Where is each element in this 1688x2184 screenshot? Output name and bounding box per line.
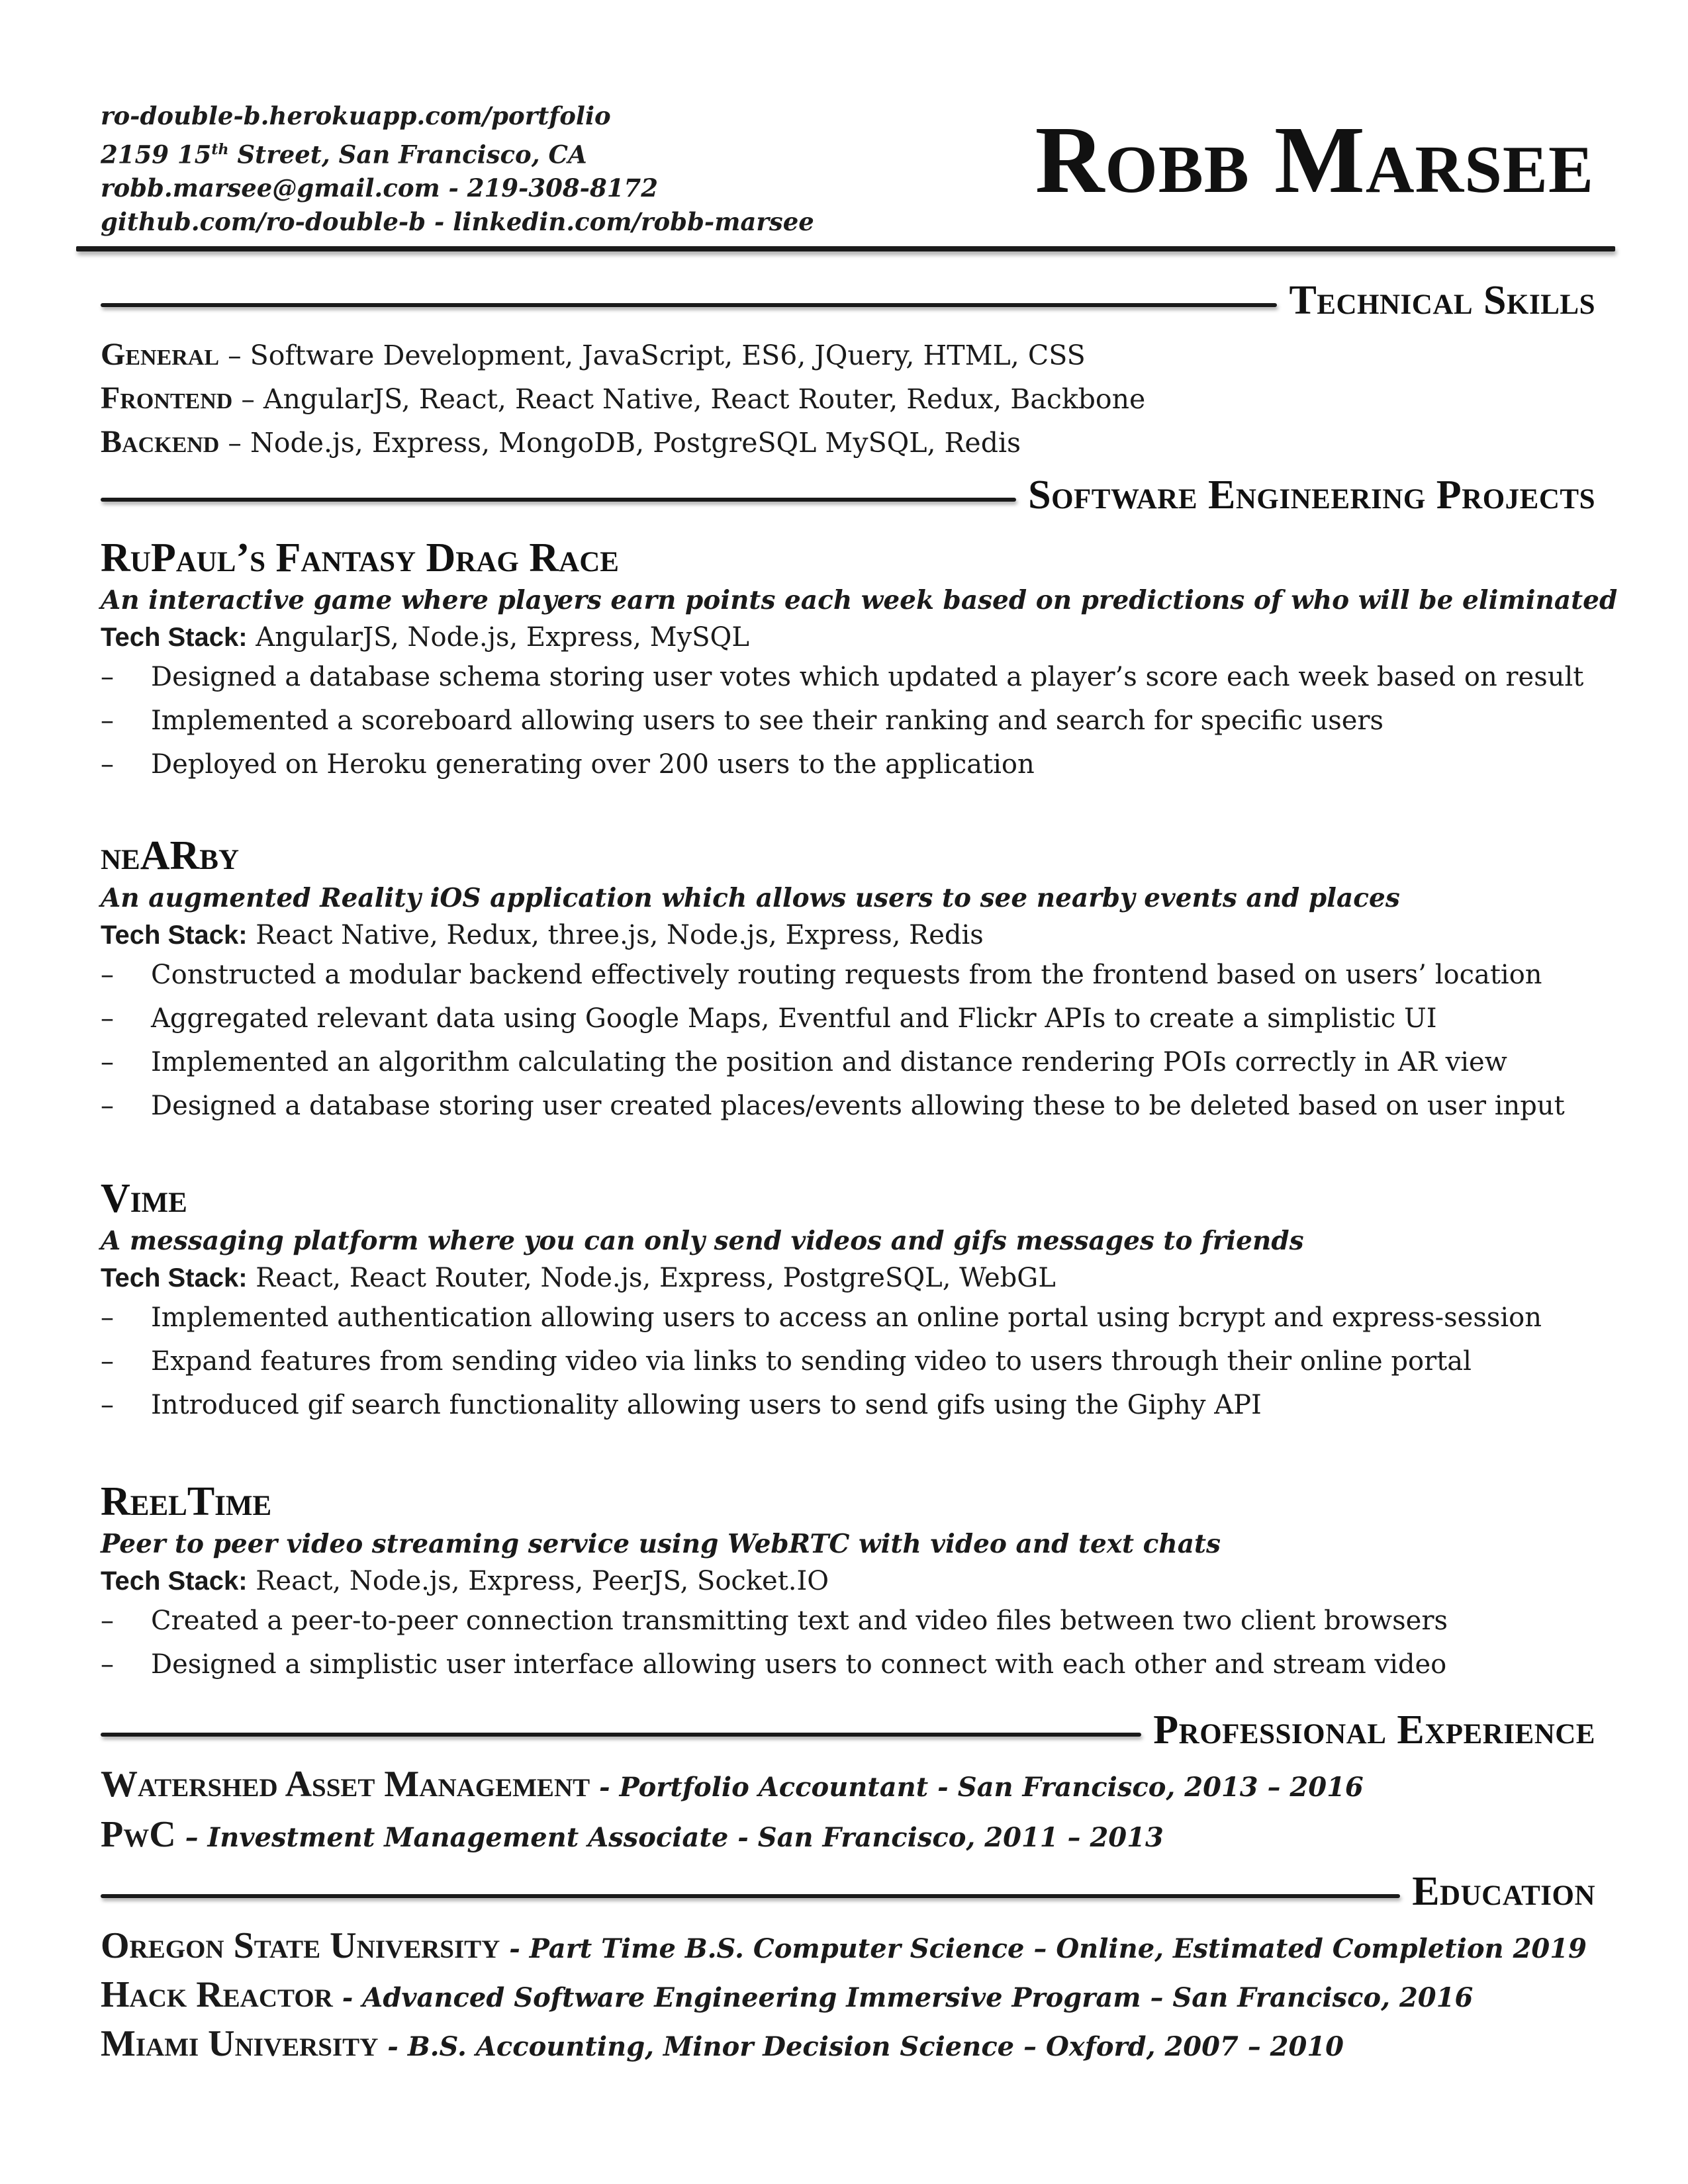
bullet-text: Implemented an algorithm calculating the position and distance rendering POIs correctly in AR view: [151, 1047, 1507, 1077]
list-item: [101, 699, 1597, 743]
entry-separator: -: [332, 1982, 363, 2013]
project-nearby: [101, 833, 1597, 1128]
skill-line-frontend: [101, 380, 1145, 416]
list-item: [101, 655, 1597, 699]
tech-stack-value: React Native, Redux, three.js, Node.js, Express, Redis: [256, 920, 984, 950]
project-description: An interactive game where players earn points each week based on predictions of who will be eliminated: [101, 585, 1618, 615]
project-vime: [101, 1175, 1597, 1427]
skill-separator: –: [219, 427, 250, 459]
section-title: Professional Experience: [1153, 1707, 1595, 1752]
tech-stack-label: Tech Stack:: [101, 921, 248, 950]
email-phone[interactable]: robb.marsee@gmail.com - 219-308-8172: [101, 173, 658, 203]
list-item: [101, 1643, 1597, 1686]
dash-icon: –: [101, 749, 114, 780]
list-item: [101, 743, 1597, 786]
bullet-text: Created a peer-to-peer connection transmitting text and video files between two client browsers: [151, 1606, 1448, 1636]
project-tech-stack: [101, 619, 1597, 655]
education-entry: [101, 2023, 1344, 2065]
entry-detail: Portfolio Accountant - San Francisco, 2013 – 2016: [619, 1772, 1364, 1803]
project-description: An augmented Reality iOS application which allows users to see nearby events and places: [101, 883, 1400, 913]
education-entry: [101, 1974, 1473, 2016]
section-projects: [101, 471, 1595, 519]
dash-icon: –: [101, 960, 114, 990]
entry-detail: Investment Management Associate - San Francisco, 2011 – 2013: [207, 1822, 1164, 1853]
project-tech-stack: [101, 917, 1597, 953]
skill-label: Backend: [101, 424, 220, 459]
project-rupaul: [101, 535, 1618, 786]
project-title-part: AR: [140, 833, 200, 878]
school-name: Hack Reactor: [101, 1974, 333, 2015]
tech-stack-value: React, React Router, Node.js, Express, PostgreSQL, WebGL: [256, 1263, 1056, 1293]
bullet-text: Designed a database storing user created places/events allowing these to be deleted based on user input: [151, 1091, 1565, 1121]
dash-icon: –: [101, 1003, 114, 1034]
list-item: [101, 1383, 1597, 1427]
entry-separator: -: [378, 2031, 408, 2062]
address: [101, 133, 862, 171]
entry-detail: Part Time B.S. Computer Science – Online, Estimated Completion 2019: [529, 1933, 1587, 1964]
project-tech-stack: [101, 1563, 1597, 1599]
employer-name: PwC: [101, 1814, 176, 1855]
skill-line-backend: [101, 424, 1021, 460]
bullet-text: Constructed a modular backend effectively routing requests from the frontend based on users’ location: [151, 960, 1542, 990]
project-tech-stack: [101, 1260, 1597, 1296]
dash-icon: –: [101, 1047, 114, 1077]
address-number: 2159 15: [101, 140, 212, 169]
skill-separator: –: [219, 340, 250, 371]
dash-icon: –: [101, 1649, 114, 1680]
section-divider: [101, 1733, 1141, 1737]
dash-icon: –: [101, 662, 114, 692]
list-item: [101, 1040, 1597, 1084]
list-item: [101, 953, 1597, 997]
tech-stack-label: Tech Stack:: [101, 623, 248, 652]
contact-block: [101, 99, 862, 239]
dash-icon: –: [101, 1390, 114, 1420]
bullet-text: Designed a simplistic user interface allowing users to connect with each other and stream video: [151, 1649, 1447, 1680]
project-title: Vime: [101, 1176, 187, 1221]
bullet-text: Expand features from sending video via links to sending video to users through their online portal: [151, 1346, 1472, 1377]
project-reeltime: [101, 1479, 1597, 1686]
project-description: A messaging platform where you can only send videos and gifs messages to friends: [101, 1226, 1304, 1256]
school-name: Oregon State University: [101, 1925, 500, 1966]
entry-separator: –: [175, 1822, 208, 1853]
skill-line-general: [101, 336, 1086, 373]
dash-icon: –: [101, 1302, 114, 1333]
entry-detail: Advanced Software Engineering Immersive Program – San Francisco, 2016: [362, 1982, 1474, 2013]
bullet-text: Implemented authentication allowing users to access an online portal using bcrypt and express-session: [151, 1302, 1542, 1333]
project-title: ReelTime: [101, 1479, 272, 1524]
address-superscript: th: [211, 141, 229, 158]
section-technical-skills: [101, 277, 1595, 324]
project-title-part: ne: [101, 833, 140, 878]
project-bullets: [101, 1296, 1597, 1427]
bullet-text: Aggregated relevant data using Google Maps, Eventful and Flickr APIs to create a simplistic UI: [151, 1003, 1437, 1034]
dash-icon: –: [101, 1346, 114, 1377]
list-item: [101, 1084, 1597, 1128]
education-entry: [101, 1925, 1587, 1967]
candidate-name: Robb Marsee: [1035, 107, 1594, 213]
entry-detail: B.S. Accounting, Minor Decision Science – Oxford, 2007 – 2010: [407, 2031, 1344, 2062]
skill-label: General: [101, 337, 220, 372]
section-divider: [101, 1894, 1400, 1898]
bullet-text: Implemented a scoreboard allowing users to see their ranking and search for specific users: [151, 705, 1384, 736]
profile-links[interactable]: github.com/ro-double-b - linkedin.com/robb-marsee: [101, 207, 814, 237]
project-title: RuPaul’s Fantasy Drag Race: [101, 535, 619, 580]
header-divider: [76, 246, 1615, 251]
tech-stack-value: React, Node.js, Express, PeerJS, Socket.IO: [256, 1566, 829, 1596]
bullet-text: Designed a database schema storing user votes which updated a player’s score each week based on result: [151, 662, 1584, 692]
section-title: Education: [1412, 1868, 1595, 1914]
section-divider: [101, 498, 1016, 502]
project-bullets: [101, 953, 1597, 1128]
tech-stack-label: Tech Stack:: [101, 1567, 248, 1596]
list-item: [101, 1599, 1597, 1643]
list-item: [101, 1296, 1597, 1340]
section-divider: [101, 303, 1277, 307]
address-street: Street, San Francisco, CA: [228, 140, 587, 169]
skill-value: AngularJS, React, React Native, React Router, Redux, Backbone: [263, 383, 1146, 415]
project-title-part: by: [199, 833, 240, 878]
portfolio-link[interactable]: ro-double-b.herokuapp.com/portfolio: [101, 101, 611, 130]
skill-value: Software Development, JavaScript, ES6, JQuery, HTML, CSS: [250, 340, 1086, 371]
experience-entry: [101, 1763, 1364, 1805]
section-education: [101, 1868, 1595, 1915]
skill-separator: –: [232, 383, 263, 415]
dash-icon: –: [101, 1091, 114, 1121]
section-title: Software Engineering Projects: [1028, 472, 1595, 518]
project-title: [101, 833, 1597, 879]
school-name: Miami University: [101, 2023, 379, 2064]
project-bullets: [101, 655, 1597, 786]
dash-icon: –: [101, 1606, 114, 1636]
bullet-text: Deployed on Heroku generating over 200 users to the application: [151, 749, 1035, 780]
project-bullets: [101, 1599, 1597, 1686]
skill-value: Node.js, Express, MongoDB, PostgreSQL MySQL, Redis: [250, 427, 1021, 459]
entry-separator: -: [500, 1933, 530, 1964]
tech-stack-label: Tech Stack:: [101, 1263, 248, 1293]
tech-stack-value: AngularJS, Node.js, Express, MySQL: [256, 622, 749, 653]
skill-label: Frontend: [101, 381, 233, 416]
experience-entry: [101, 1813, 1164, 1856]
dash-icon: –: [101, 705, 114, 736]
employer-name: Watershed Asset Management: [101, 1764, 590, 1805]
bullet-text: Introduced gif search functionality allowing users to send gifs using the Giphy API: [151, 1390, 1262, 1420]
section-experience: [101, 1706, 1595, 1754]
project-description: Peer to peer video streaming service using WebRTC with video and text chats: [101, 1529, 1221, 1559]
section-title: Technical Skills: [1289, 277, 1595, 323]
list-item: [101, 1340, 1597, 1383]
list-item: [101, 997, 1597, 1040]
entry-separator: -: [590, 1772, 620, 1803]
